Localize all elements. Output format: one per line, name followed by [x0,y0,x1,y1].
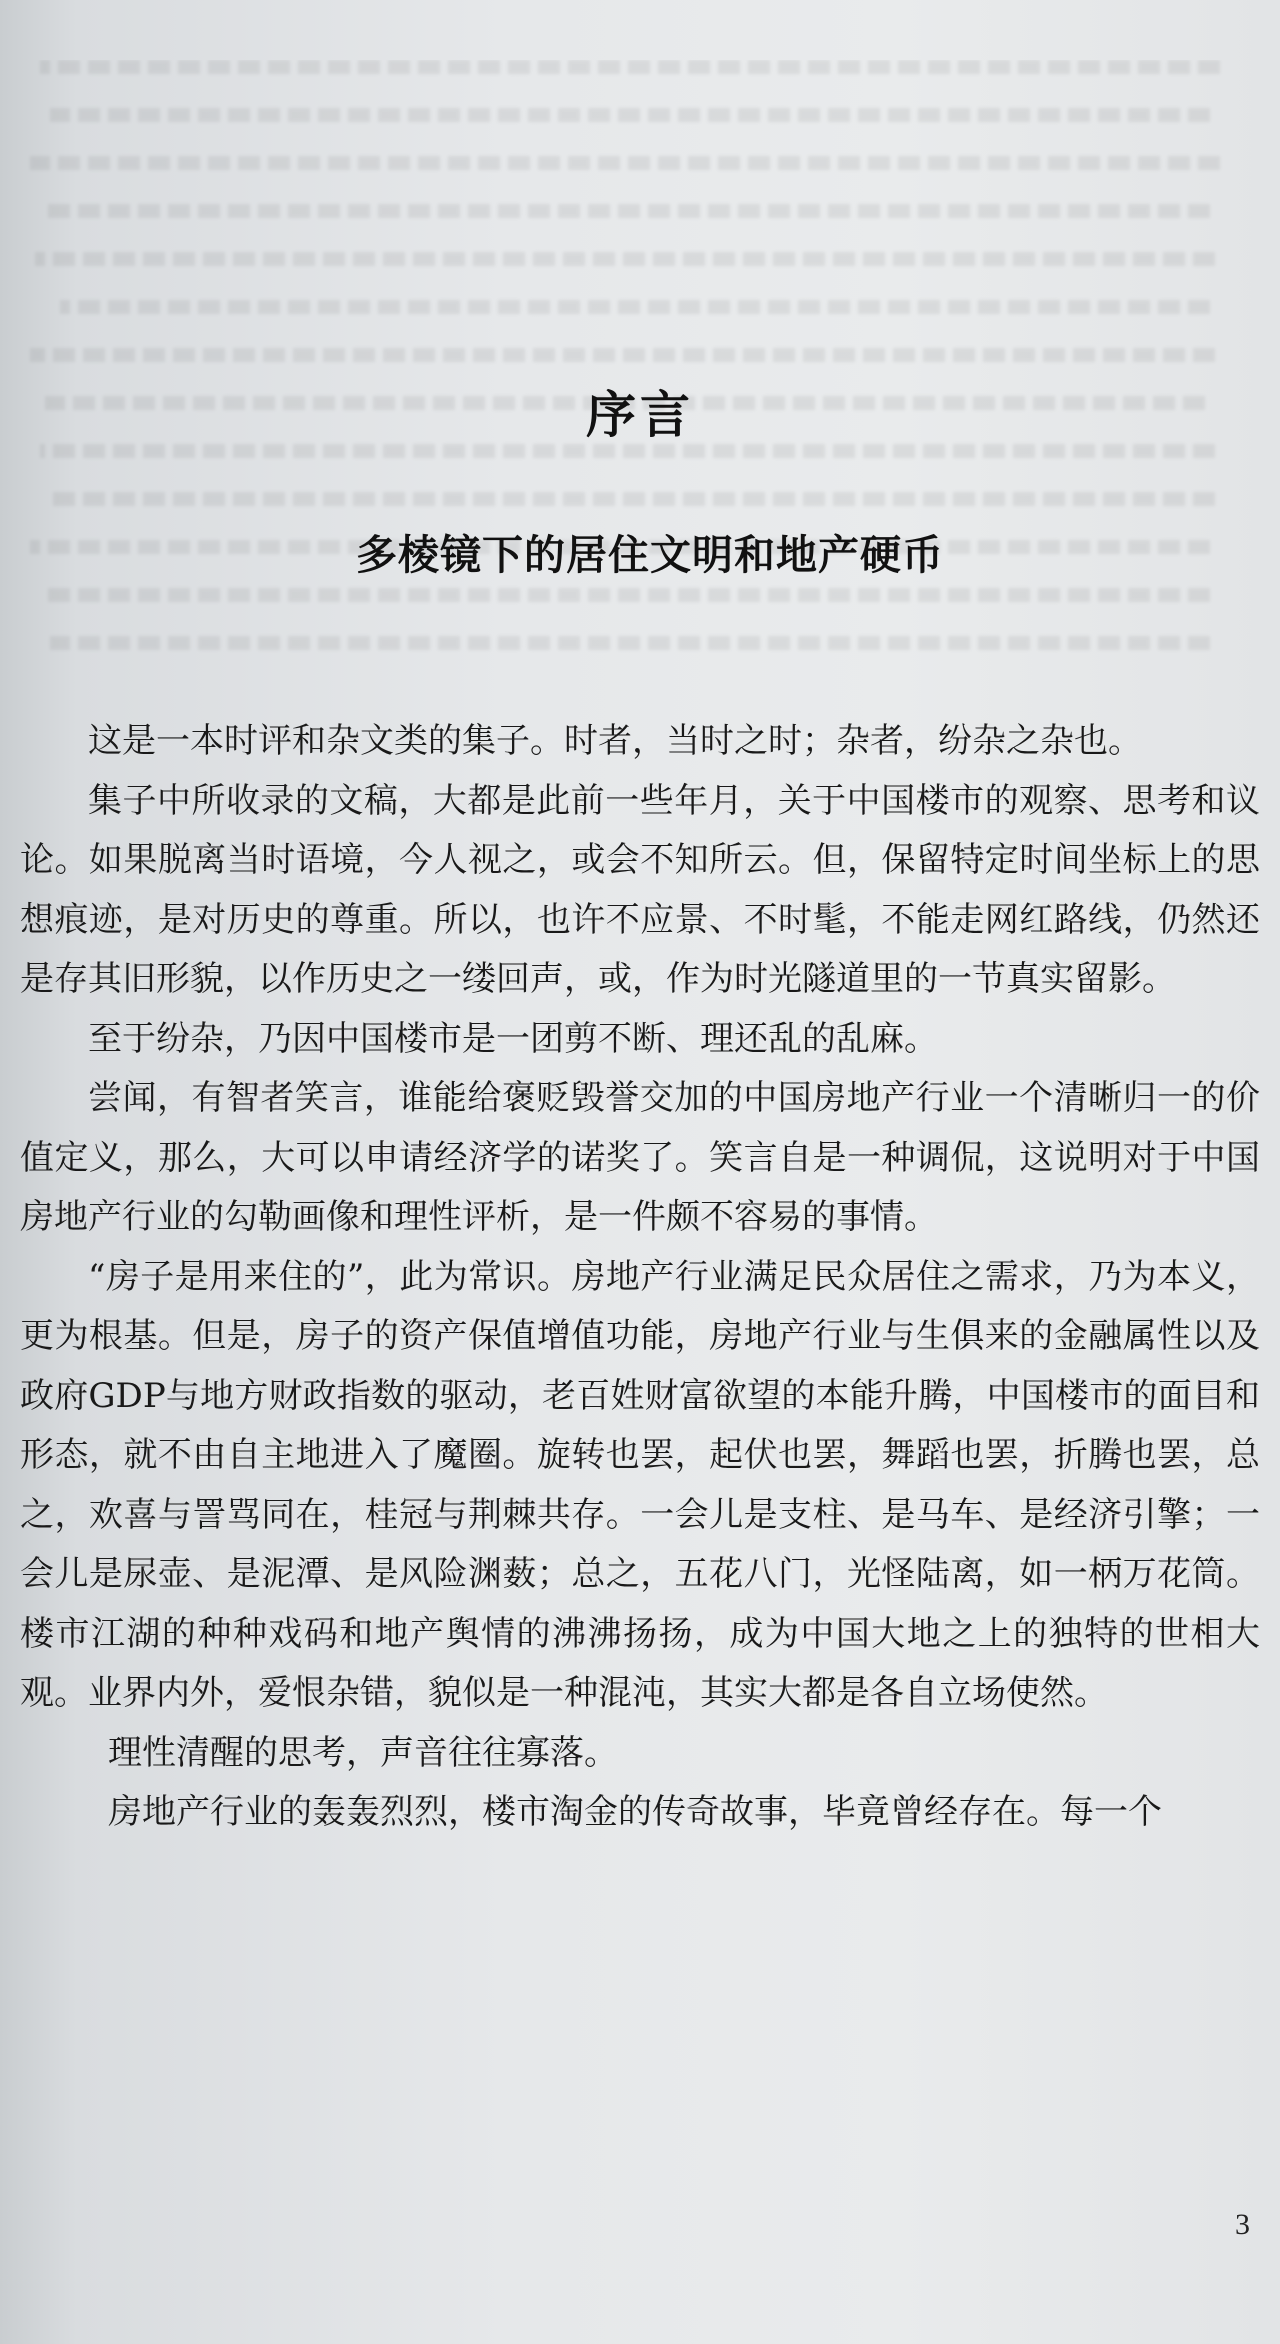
paragraph: 理性清醒的思考，声音往往寡落。 [108,1732,618,1773]
paragraph: 尝闻，有智者笑言，谁能给褒贬毁誉交加的中国房地产行业一个清晰归一的价值定义，那么，大可以申请经济学的诺奖了。笑言自是一种调侃，这说明对于中国房地产行业的勾勒画像和理性评析，是一件颇不容易的事情。 [20,1078,1260,1237]
page-subtitle: 多棱镜下的居住文明和地产硬币 [356,531,944,579]
paragraph: 集子中所收录的文稿，大都是此前一些年月，关于中国楼市的观察、思考和议论。如果脱离当时语境，今人视之，或会不知所云。但，保留特定时间坐标上的思想痕迹，是对历史的尊重。所以，也许不应景、不时髦，不能走网红路线，仍然还是存其旧形貌，以作历史之一缕回声，或，作为时光隧道里的一节真实留影。 [20,780,1260,999]
paragraph: “房子是用来住的”，此为常识。房地产行业满足民众居住之需求，乃为本义，更为根基。但是，房子的资产保值增值功能，房地产行业与生俱来的金融属性以及政府GDP与地方财政指数的驱动，老百姓财富欲望的本能升腾，中国楼市的面目和形态，就不由自主地进入了魔圈。旋转也罢，起伏也罢，舞蹈也罢，折腾也罢，总之，欢喜与詈骂同在，桂冠与荆棘共存。一会儿是支柱、是马车、是经济引擎；一会儿是尿壶、是泥潭、是风险渊薮；总之，五花八门，光怪陆离，如一柄万花筒。楼市江湖的种种戏码和地产舆情的沸沸扬扬，成为中国大地之上的独特的世相大观。业界内外，爱恨杂错，貌似是一种混沌，其实大都是各自立场使然。 [20,1256,1260,1713]
paragraph: 房地产行业的轰轰烈烈，楼市淘金的传奇故事，毕竟曾经存在。每一个 [108,1792,1162,1832]
paragraph: 至于纷杂，乃因中国楼市是一团剪不断、理还乱的乱麻。 [88,1018,938,1059]
page-number: 3 [1235,2208,1250,2241]
page-title: 序言 [586,386,694,444]
paragraph: 这是一本时评和杂文类的集子。时者，当时之时；杂者，纷杂之杂也。 [88,721,1142,761]
body-text [20,712,1260,1843]
